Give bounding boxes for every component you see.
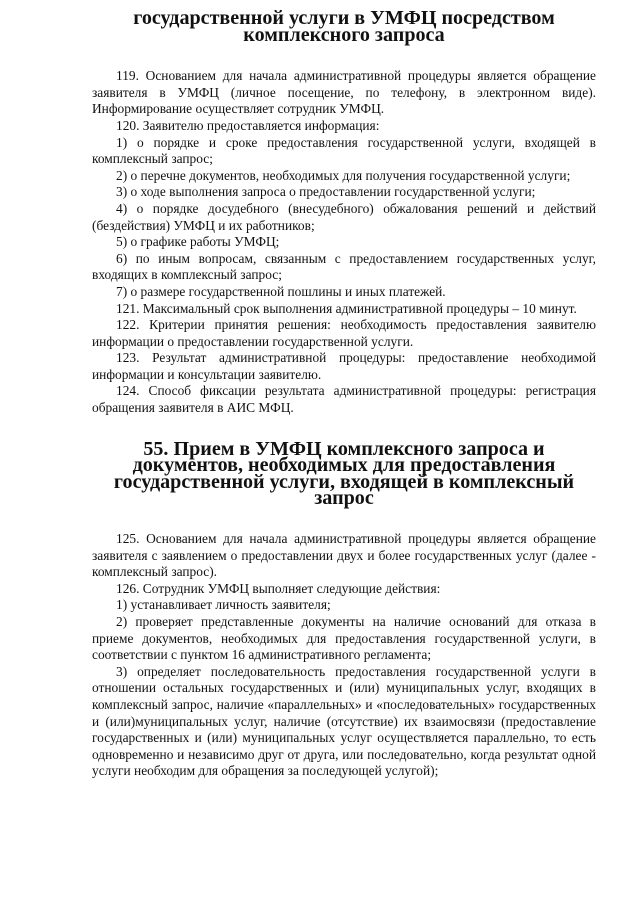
paragraph-122: 122. Критерии принятия решения: необходимость предоставления заявителю информации о предоставлении государственной услуги. (92, 317, 596, 349)
list-item-6: 6) по иным вопросам, связанным с предоставлением государственных услуг, входящих в комплексный запрос; (92, 250, 596, 283)
paragraph-126: 126. Сотрудник УМФЦ выполняет следующие действия: (116, 580, 441, 596)
page-heading-continuation: государственной услуги в УМФЦ посредством комплексного запроса (133, 7, 555, 46)
paragraph-119: 119. Основанием для начала административной процедуры является обращение заявителя в УМФЦ (личное посещение, по телефону, в электронном виде). Информирование осуществляет сотрудник УМФЦ. (92, 68, 596, 117)
paragraph-121: 121. Максимальный срок выполнения административной процедуры – 10 минут. (116, 300, 577, 316)
action-item-2: 2) проверяет представленные документы на наличие оснований для отказа в приеме документов, необходимых для предоставления государственной услуги, в соответствии с пунктом 16 административного регламента; (92, 614, 596, 663)
list-item-2: 2) о перечне документов, необходимых для получения государственной услуги; (116, 167, 571, 183)
list-item-3: 3) о ходе выполнения запроса о предоставлении государственной услуги; (116, 184, 536, 200)
list-item-1: 1) о порядке и сроке предоставления государственной услуги, входящей в комплексный запрос; (92, 134, 596, 167)
section-54-body (92, 68, 596, 416)
list-item-5: 5) о графике работы УМФЦ; (116, 234, 280, 250)
paragraph-120: 120. Заявителю предоставляется информация: (116, 117, 380, 133)
paragraph-125: 125. Основанием для начала административной процедуры является обращение заявителя с заявлением о предоставлении двух и более государственных услуг (далее - комплексный запрос). (92, 531, 596, 580)
action-item-1: 1) устанавливает личность заявителя; (116, 597, 331, 613)
section-55-heading: 55. Прием в УМФЦ комплексного запроса и документов, необходимых для предоставления государственной услуги, входящей в комплексный запрос (113, 437, 575, 510)
list-item-7: 7) о размере государственной пошлины и иных платежей. (116, 283, 446, 299)
action-item-3: 3) определяет последовательность предоставления государственной услуги в отношении остальных государственных и (или) муниципальных услуг, входящих в комплексный запрос, наличие «параллельных» и «последовательных» государственных и (или)муниципальных услуг, наличие (отсутствие) их взаимосвязи (предоставление государственных и (или) муниципальных услуг осуществляется параллельно, то есть одновременно и независимо друг от друга, или последовательно, когда результат одной услуги необходим для обращения за последующей услугой); (92, 663, 596, 779)
paragraph-124: 124. Способ фиксации результата административной процедуры: регистрация обращения заявителя в АИС МФЦ. (92, 383, 596, 416)
paragraph-123: 123. Результат административной процедуры: предоставление необходимой информации и консультации заявителю. (92, 350, 596, 382)
list-item-4: 4) о порядке досудебного (внесудебного) обжалования решений и действий (бездействия) УМФЦ и их работников; (92, 200, 596, 233)
section-55-body (92, 531, 596, 780)
